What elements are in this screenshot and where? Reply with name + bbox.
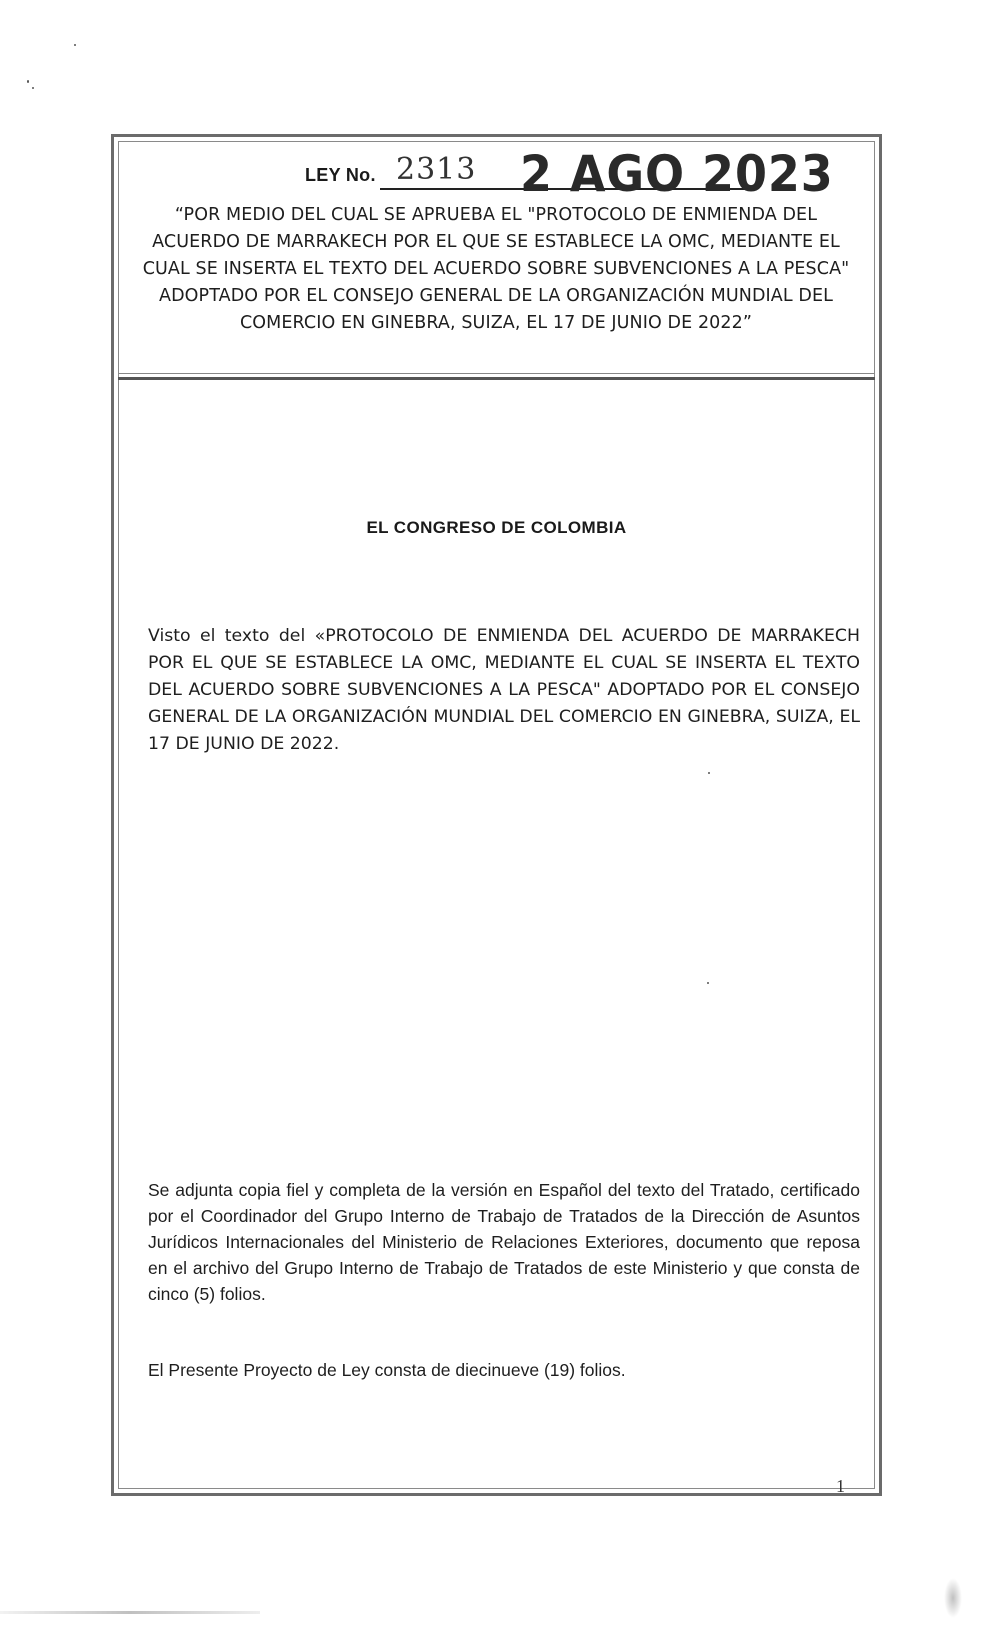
law-number-value: 2313	[396, 152, 477, 187]
visto-paragraph: Visto el texto del «PROTOCOLO DE ENMIENDA DEL ACUERDO DE MARRAKECH POR EL QUE SE ESTABLECE LA OMC, MEDIANTE EL CUAL SE INSERTA EL TEXTO DEL ACUERDO SOBRE SUBVENCIONES A LA PESCA" ADOPTADO POR EL CONSEJO GENERAL DE LA ORGANIZACIÓN MUNDIAL DEL COMERCIO EN GINEBRA, SUIZA, EL 17 DE JUNIO DE 2022.	[148, 626, 860, 754]
scan-smudge	[944, 1578, 962, 1618]
date-stamp: 2 AGO 2023	[520, 145, 834, 203]
law-number-label: LEY No.	[305, 165, 376, 185]
header-divider	[118, 377, 875, 380]
law-number-row	[300, 145, 834, 203]
law-title: “POR MEDIO DEL CUAL SE APRUEBA EL "PROTOCOLO DE ENMIENDA DEL ACUERDO DE MARRAKECH POR EL QUE SE ESTABLECE LA OMC, MEDIANTE EL CUAL SE INSERTA EL TEXTO DEL ACUERDO SOBRE SUBVENCIONES A LA PESCA" ADOPTADO POR EL CONSEJO GENERAL DE LA ORGANIZACIÓN MUNDIAL DEL COMERCIO EN GINEBRA, SUIZA, EL 17 DE JUNIO DE 2022”	[142, 205, 850, 333]
scan-speck	[27, 80, 29, 83]
scan-speck	[32, 87, 34, 89]
scan-speck	[74, 44, 76, 46]
page-number: 1	[836, 1476, 845, 1496]
congress-heading: EL CONGRESO DE COLOMBIA	[366, 518, 627, 537]
attachment-paragraph: Se adjunta copia fiel y completa de la versión en Español del texto del Tratado, certificado por el Coordinador del Grupo Interno de Trabajo de Tratados de la Dirección de Asuntos Jurídicos Internacionales del Ministerio de Relaciones Exteriores, documento que reposa en el archivo del Grupo Interno de Trabajo de Tratados de este Ministerio y que consta de cinco (5) folios.	[148, 1180, 860, 1304]
header-divider-thin	[118, 373, 875, 374]
scan-smudge	[0, 1611, 260, 1614]
folio-count-paragraph: El Presente Proyecto de Ley consta de diecinueve (19) folios.	[148, 1360, 626, 1380]
